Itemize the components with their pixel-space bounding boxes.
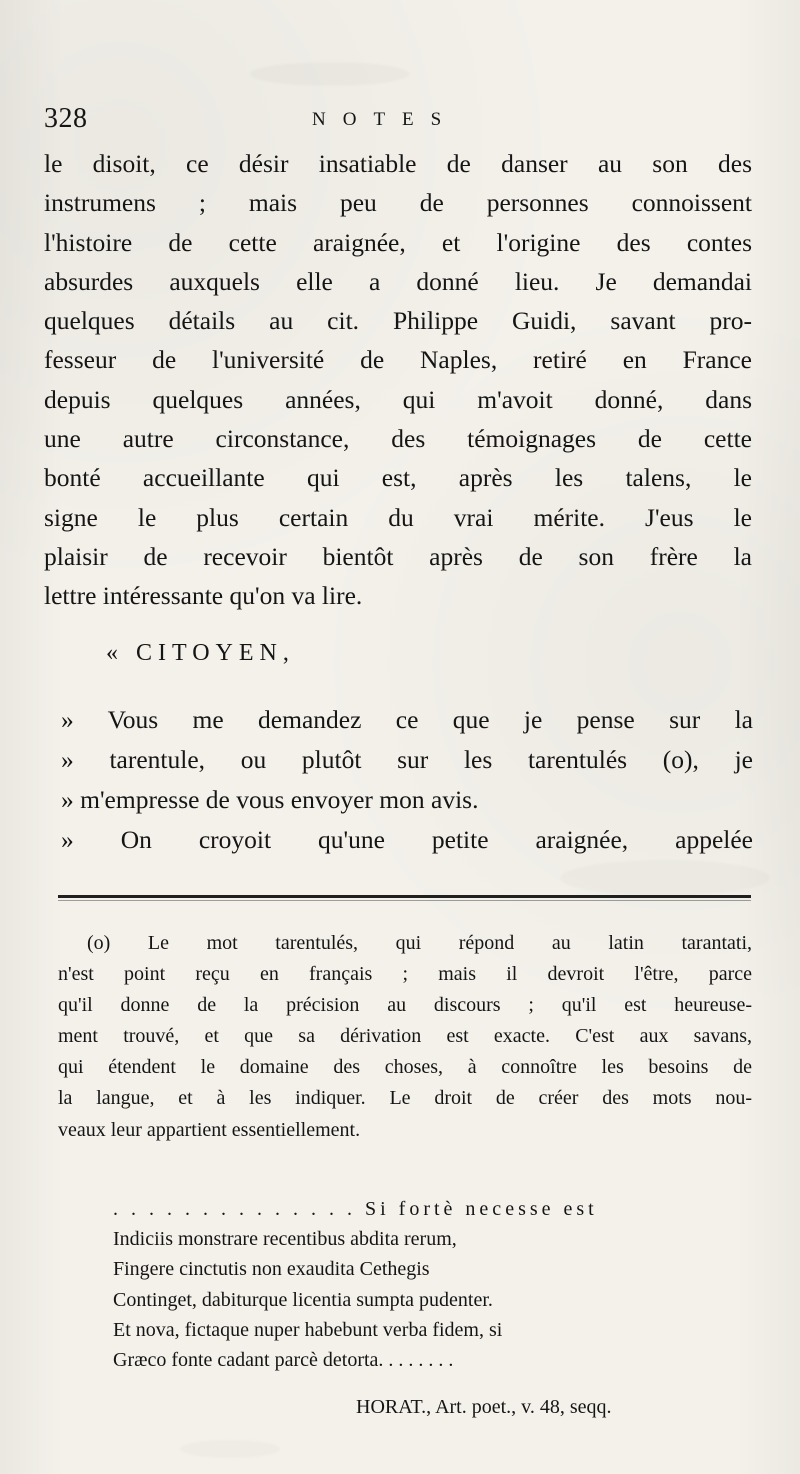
verse-line: Continget, dabiturque licentia sumpta pudenter. xyxy=(113,1288,493,1311)
verse-line: Indiciis monstrare recentibus abdita rerum, xyxy=(113,1228,457,1251)
footnote-line: qui étendent le domaine des choses, à connoître les besoins de xyxy=(58,1056,752,1079)
main-text-line: l'histoire de cette araignée, et l'origine des contes xyxy=(44,227,752,257)
quoted-letter-opening xyxy=(61,700,753,860)
main-text-line: absurdes auxquels elle a donné lieu. Je demandai xyxy=(44,266,752,296)
main-paragraph xyxy=(44,144,752,616)
main-text-line: fesseur de l'université de Naples, retiré en France xyxy=(44,345,752,375)
footnote xyxy=(58,928,752,1146)
verse-citation: HORAT., Art. poet., v. 48, seqq. xyxy=(356,1396,612,1418)
verse-line: Fingere cinctutis non exaudita Cethegis xyxy=(113,1258,430,1281)
verse-line: Et nova, fictaque nuper habebunt verba fidem, si xyxy=(113,1318,503,1341)
paper-stain xyxy=(560,860,770,896)
paper-stain xyxy=(180,1440,280,1458)
main-text-line: instrumens ; mais peu de personnes connoissent xyxy=(44,188,752,218)
paper-stain xyxy=(250,62,410,86)
footnote-separator xyxy=(58,895,751,898)
page-number: 328 xyxy=(44,103,88,134)
footnote-line: n'est point reçu en français ; mais il devroit l'être, parce xyxy=(58,963,752,986)
footnote-line: veaux leur appartient essentiellement. xyxy=(58,1118,361,1141)
running-head: NOTES xyxy=(312,109,459,130)
main-text-line: quelques détails au cit. Philippe Guidi, savant pro- xyxy=(44,306,752,336)
main-text-line: depuis quelques années, qui m'avoit donné, dans xyxy=(44,384,752,414)
footnote-line: (o) Le mot tarentulés, qui répond au latin tarantati, xyxy=(87,932,752,954)
page-header xyxy=(44,103,514,139)
footnote-line: la langue, et à les indiquer. Le droit de créer des mots nou- xyxy=(58,1087,752,1110)
main-text-line: le disoit, ce désir insatiable de danser au son des xyxy=(44,149,752,178)
quoted-line: » Vous me demandez ce que je pense sur la xyxy=(61,705,753,734)
footnote-line: ment trouvé, et que sa dérivation est exacte. C'est aux savans, xyxy=(58,1025,752,1048)
letter-salutation: « CITOYEN, xyxy=(106,640,295,666)
footnote-line: qu'il donne de la précision au discours ; qu'il est heureuse- xyxy=(58,994,752,1017)
quoted-line: » m'empresse de vous envoyer mon avis. xyxy=(61,785,479,814)
main-text-line: plaisir de recevoir bientôt après de son frère la xyxy=(44,541,752,571)
quoted-line: » tarentule, ou plutôt sur les tarentulés (o), je xyxy=(61,745,753,774)
quoted-line: » On croyoit qu'une petite araignée, appelée xyxy=(61,825,753,854)
main-text-line: bonté accueillante qui est, après les talens, le xyxy=(44,463,752,493)
latin-verse-quotation xyxy=(113,1194,653,1375)
verse-line: Græco fonte cadant parcè detorta. . . . . . . . xyxy=(113,1348,454,1371)
main-text-line: lettre intéressante qu'on va lire. xyxy=(44,581,363,611)
main-text-line: une autre circonstance, des témoignages de cette xyxy=(44,424,752,454)
main-text-line: signe le plus certain du vrai mérite. J'eus le xyxy=(44,502,752,532)
verse-line: . . . . . . . . . . . . . . Si fortè necesse est xyxy=(113,1198,598,1220)
